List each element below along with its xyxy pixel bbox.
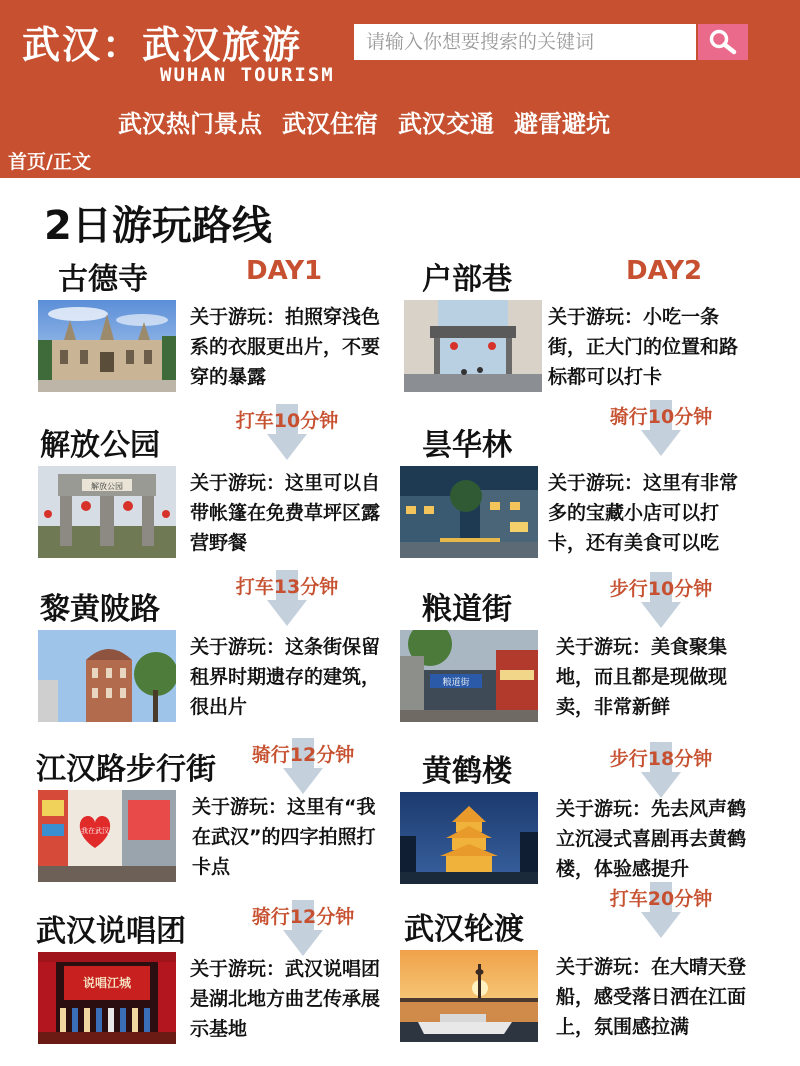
search-input[interactable]	[354, 24, 696, 60]
nav-pitfalls[interactable]: 避雷避坑	[514, 110, 610, 138]
stage-banner-text: 说唱江城	[82, 976, 132, 990]
spot-hubu-alley	[400, 254, 800, 414]
transfer-label: 步行18分钟	[609, 748, 713, 770]
transfer-label: 骑行12分钟	[251, 906, 355, 928]
nav-transport[interactable]: 武汉交通	[398, 110, 494, 138]
breadcrumb[interactable]: 首页/正文	[8, 151, 91, 173]
spot-name: 户部巷	[422, 262, 512, 297]
jianghan-road-photo	[38, 790, 176, 882]
spot-name: 黄鹤楼	[422, 754, 512, 789]
spot-name: 粮道街	[422, 592, 512, 627]
day1-label: DAY1	[246, 256, 323, 286]
jiefang-park-photo	[38, 466, 176, 558]
spot-description: 关于游玩：武汉说唱团是湖北地方曲艺传承展示基地	[190, 958, 381, 1040]
transfer-label: 骑行10分钟	[609, 406, 713, 428]
yellow-crane-tower-photo	[400, 792, 538, 884]
transfer-label: 打车20分钟	[609, 888, 713, 910]
spot-description: 关于游玩：这条街保留租界时期遗存的建筑，很出片	[190, 636, 381, 718]
spot-jiefang-park	[0, 420, 400, 580]
spot-lihuangpi-road	[0, 584, 400, 744]
transfer-label: 骑行12分钟	[251, 744, 355, 766]
day2-label: DAY2	[626, 256, 703, 286]
street-sign-text: 粮道街	[442, 678, 470, 688]
site-logo-subtitle: WUHAN TOURISM	[160, 64, 335, 86]
spot-jianghan-road	[0, 744, 400, 904]
transfer-label: 打车10分钟	[235, 410, 339, 432]
spot-name: 古德寺	[58, 262, 148, 297]
spot-name: 武汉轮渡	[404, 912, 524, 947]
spot-description: 关于游玩：先去风声鹤立沉浸式喜剧再去黄鹤楼，体验感提升	[556, 798, 747, 880]
spot-wuhan-ferry	[400, 904, 800, 1064]
transfer-label: 步行10分钟	[609, 578, 713, 600]
spot-description: 关于游玩：美食聚集地，而且都是现做现卖，非常新鲜	[556, 636, 728, 718]
hubu-alley-photo	[404, 300, 542, 392]
search-button[interactable]	[698, 24, 748, 60]
day2-itinerary	[400, 254, 800, 1054]
main-nav	[118, 104, 610, 138]
spot-name: 江汉路步行街	[36, 752, 216, 787]
lihuangpi-road-photo	[38, 630, 176, 722]
spot-name: 解放公园	[40, 428, 160, 463]
spot-name: 黎黄陂路	[40, 592, 160, 627]
nav-hot-spots[interactable]: 武汉热门景点	[118, 110, 262, 138]
gude-temple-photo	[38, 300, 176, 392]
spot-description: 关于游玩：小吃一条街，正大门的位置和路标都可以打卡	[548, 306, 739, 388]
spot-description: 关于游玩：在大晴天登船，感受落日洒在江面上，氛围感拉满	[556, 956, 747, 1038]
tanhualin-photo	[400, 466, 538, 558]
spot-gude-temple	[0, 254, 400, 414]
transfer-label: 打车13分钟	[235, 576, 339, 598]
nav-accommodation[interactable]: 武汉住宿	[282, 110, 378, 138]
spot-description: 关于游玩：拍照穿浅色系的衣服更出片，不要穿的暴露	[190, 306, 381, 388]
liangdao-street-photo	[400, 630, 538, 722]
site-header	[0, 0, 800, 178]
spot-wuhan-shuochang	[0, 906, 400, 1066]
spot-name: 武汉说唱团	[36, 914, 186, 949]
spot-description: 关于游玩：这里有非常多的宝藏小店可以打卡，还有美食可以吃	[548, 472, 739, 554]
shuochang-stage-photo	[38, 952, 176, 1044]
heart-sign-text: 我在武汉	[81, 827, 109, 835]
wuhan-ferry-photo	[400, 950, 538, 1042]
spot-tanhualin	[400, 420, 800, 580]
gate-sign-text: 解放公园	[91, 482, 123, 491]
spot-description: 关于游玩：这里可以自带帐篷在免费草坪区露营野餐	[190, 472, 381, 554]
search-icon	[709, 29, 737, 55]
site-logo-title[interactable]: 武汉：武汉旅游	[22, 23, 303, 67]
spot-name: 昙华林	[422, 428, 512, 463]
spot-liangdao-street	[400, 584, 800, 744]
day1-itinerary	[0, 254, 400, 1054]
page-title: 2日游玩路线	[44, 203, 272, 249]
spot-description: 关于游玩：这里有“我在武汉”的四字拍照打卡点	[192, 796, 376, 878]
